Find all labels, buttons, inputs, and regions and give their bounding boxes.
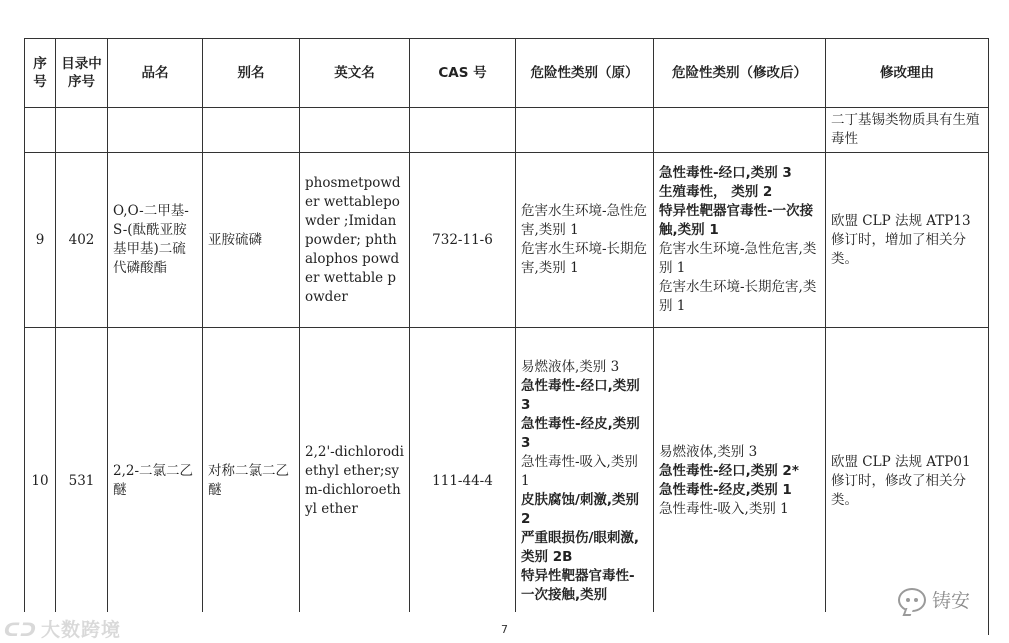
cell-catalog-seq: 531	[56, 328, 108, 635]
table-row	[25, 328, 989, 635]
hazard-revision-table	[24, 38, 989, 635]
hazard-line: 危害水生环境-急性危害,类别 1	[659, 241, 817, 276]
header-hazard-original: 危险性类别（原）	[516, 39, 654, 108]
hazard-line: 危害水生环境-长期危害,类别 1	[521, 241, 648, 276]
cell-hazard-original	[516, 153, 654, 328]
header-english-name: 英文名	[300, 39, 410, 108]
hazard-line: 特异性靶器官毒性-一次接触,类别 1	[659, 203, 814, 238]
cell-catalog-seq: 402	[56, 153, 108, 328]
hazard-line: 急性毒性-经口,类别 3	[659, 165, 792, 181]
cell-product-name: 2,2-二氯二乙醚	[108, 328, 203, 635]
hazard-line: 危害水生环境-急性危害,类别 1	[521, 203, 648, 238]
cell-hazard-revised	[654, 153, 826, 328]
cell-empty	[516, 108, 654, 153]
header-catalog-seq: 目录中序号	[56, 39, 108, 108]
hazard-line: 易燃液体,类别 3	[659, 444, 758, 460]
hazard-line: 急性毒性-经皮,类别 1	[659, 482, 792, 498]
cell-hazard-revised	[654, 328, 826, 635]
table-row-continuation	[25, 108, 989, 153]
cell-product-name: O,O-二甲基-S-(酞酰亚胺基甲基)二硫代磷酸酯	[108, 153, 203, 328]
watermark-right-text: 铸安	[932, 590, 971, 612]
header-seq: 序号	[25, 39, 56, 108]
watermark-left	[4, 615, 121, 642]
cell-empty	[108, 108, 203, 153]
page-number: 7	[501, 623, 508, 636]
hazard-line: 急性毒性-经皮,类别 3	[521, 415, 640, 451]
table-row	[25, 153, 989, 328]
cell-cas: 732-11-6	[410, 153, 516, 328]
cell-empty	[300, 108, 410, 153]
cell-empty	[410, 108, 516, 153]
hazard-line: 特异性靶器官毒性-一次接触,类别	[521, 567, 635, 603]
hazard-line: 易燃液体,类别 3	[521, 358, 620, 375]
header-row	[25, 39, 989, 108]
header-product-name: 品名	[108, 39, 203, 108]
hazard-line: 危害水生环境-长期危害,类别 1	[659, 279, 817, 314]
cell-empty	[25, 108, 56, 153]
watermark-right	[898, 586, 970, 613]
hazard-line: 急性毒性-吸入,类别 1	[521, 453, 638, 489]
header-cas: CAS 号	[410, 39, 516, 108]
watermark-logo-icon: ᑕᑐ	[4, 619, 37, 641]
cell-reason: 欧盟 CLP 法规 ATP01 修订时，修改了相关分类。	[826, 328, 989, 635]
cell-english-name: phosmetpowder wettablepowder ;Imidanpowder; phthalophos powder wettable powder	[300, 153, 410, 328]
hazard-line: 严重眼损伤/眼刺激,类别 2B	[521, 529, 640, 565]
cell-reason: 欧盟 CLP 法规 ATP13 修订时，增加了相关分类。	[826, 153, 989, 328]
cell-alias: 亚胺硫磷	[203, 153, 300, 328]
cell-seq: 10	[25, 328, 56, 635]
cell-english-name: 2,2'-dichlorodiethyl ether;sym-dichloroethyl ether	[300, 328, 410, 635]
hazard-line: 急性毒性-吸入,类别 1	[659, 501, 789, 517]
header-alias: 别名	[203, 39, 300, 108]
cell-empty	[654, 108, 826, 153]
cell-empty	[56, 108, 108, 153]
header-hazard-revised: 危险性类别（修改后）	[654, 39, 826, 108]
hazard-line: 皮肤腐蚀/刺激,类别 2	[521, 491, 640, 527]
hazard-line: 急性毒性-经口,类别 3	[521, 377, 640, 413]
cell-hazard-original	[516, 328, 654, 635]
cell-reason: 二丁基锡类物质具有生殖毒性	[826, 108, 989, 153]
watermark-left-text: 大数跨境	[41, 619, 122, 641]
cell-cas: 111-44-4	[410, 328, 516, 635]
cell-alias: 对称二氯二乙醚	[203, 328, 300, 635]
cell-empty	[203, 108, 300, 153]
hazard-line: 急性毒性-经口,类别 2*	[659, 463, 799, 479]
wechat-icon	[898, 588, 926, 612]
hazard-line: 生殖毒性， 类别 2	[659, 184, 773, 200]
cell-seq: 9	[25, 153, 56, 328]
header-reason: 修改理由	[826, 39, 989, 108]
